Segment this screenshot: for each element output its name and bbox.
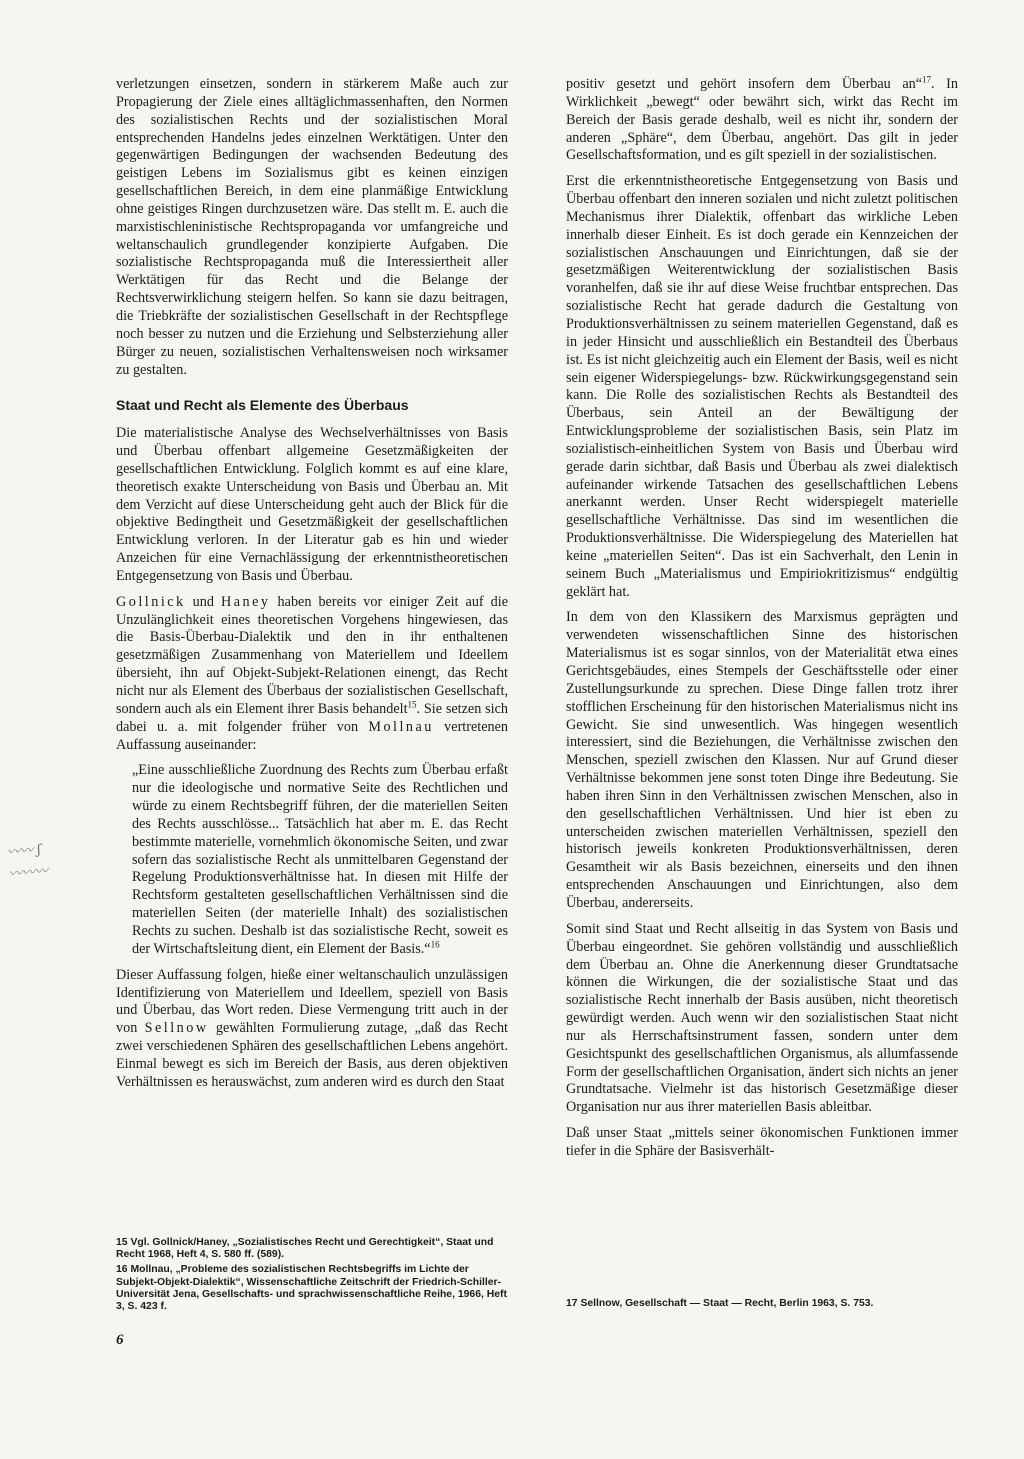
text-fragment: positiv gesetzt und gehört insofern dem Überbau an“ — [566, 76, 923, 92]
paragraph-left-4 — [116, 967, 508, 1092]
block-quote — [132, 762, 508, 958]
quote-text: „Eine ausschließliche Zuordnung des Rechts zum Überbau erfaßt nur die ideologische und normative Seite des Rechtlichen und würde zu einem Rechtsbegriff führen, der die materiellen Seiten des Rechts ausschlösse... Tatsächlich hat aber m. E. das Recht bestimmte materielle, vornehmlich ökonomische Seiten, und zwar sofern das sozialistische Recht als unmittelbaren Gegenstand der Regelung Produktionsverhältnisse hat. In diesen mit Hilfe der Rechtsform gestalteten gesellschaftlichen Verhältnissen sind die materiellen Seiten (der materielle Inhalt) des sozialistischen Rechts zu suchen. Deshalb ist das sozialistische Recht, soweit es der Wirtschaftsleitung dient, ein Element der Basis.“ — [132, 762, 508, 957]
section-heading: Staat und Recht als Elemente des Überbaus — [116, 397, 409, 414]
text-fragment: und — [185, 593, 221, 610]
author-name-haney: Haney — [221, 593, 271, 610]
paragraph-right-4: Somit sind Staat und Recht allseitig in das System von Basis und Überbau eingeordnet. Sie gehören vollständig und ausschließlich dem Überbau an. Ohne die Anerkennung dieser Grundtatsache können die Wirkungen, die der sozialistische Staat und das sozialistische Recht innerhalb der Basis ausüben, nicht theoretisch gewürdigt werden. Auch wenn wir den sozialistischen Staat nicht nur als Herrschaftsinstrument fassen, sondern unter dem Gesichtspunkt des gesellschaftlichen Organismus, als allumfassende Form der gesellschaftlichen Organisation, ändert sich nichts an jener Grundtatsache. Vielmehr ist das historisch Gesetzmäßige dieser Organisation nur aus ihrer materiellen Basis ableitbar. — [566, 920, 958, 1116]
text-fragment: Dieser Auffassung folgen, hieße einer weltanschaulich unzulässigen Identifizierung von Materiellem und Ideellem, speziell von Basis und Überbau, das Wort reden. Diese Vermengung tritt auch in der von — [116, 966, 508, 1037]
text-fragment: vertretenen Auffassung auseinander: — [116, 718, 508, 753]
paragraph-right-5: Daß unser Staat „mittels seiner ökonomischen Funktionen immer tiefer in die Sphäre der Basisverhält- — [566, 1125, 958, 1159]
footnotes-right — [566, 1298, 958, 1313]
handwritten-margin-note: 〰〰 ʃ 〰〰〰 — [6, 842, 49, 883]
paragraph-right-1 — [566, 76, 958, 165]
author-name-gollnick: Gollnick — [116, 593, 186, 610]
left-column — [116, 76, 508, 1100]
footnote-ref-15: 15 — [407, 699, 417, 710]
footnote-15: 15 Vgl. Gollnick/Haney, „Sozialistisches Recht und Gerechtigkeit“, Staat und Recht 1968, Heft 4, S. 580 ff. (589). — [116, 1237, 494, 1261]
footnote-ref-17: 17 — [922, 74, 932, 85]
paragraph-left-1: verletzungen einsetzen, sondern in stärkerem Maße auch zur Propagierung der Ziele eines alltäglichmassenhaften, den Normen des sozialistischen Rechts und der sozialistischen Moral entsprechenden Handelns jedes einzelnen Werktätigen. Unter den gegenwärtigen Bedingungen der wachsenden Bedeutung des geistigen Lebens im Sozialismus gibt es keinen einzigen gesellschaftlichen Bereich, in dem eine planmäßige Entwicklung ohne geistiges Ringen durchzusetzen wäre. Das stellt m. E. auch die marxistischleninistische Rechtspropaganda vor umfangreiche und weltanschaulich grundlegender konzipierte Aufgaben. Die sozialistische Rechtspropaganda muß die Interessiertheit aller Werktätigen für das Recht und die Belange der Rechtsverwirklichung steigern helfen. So kann sie dazu beitragen, die Triebkräfte der sozialistischen Gesellschaft in der Rechtspflege noch besser zu nutzen und die Erziehung und Selbsterziehung aller Bürger zu neuen, sozialistischen Verhaltensweisen noch wirksamer zu gestalten. — [116, 76, 508, 378]
paragraph-left-3 — [116, 594, 508, 755]
footnotes-left — [116, 1237, 508, 1316]
right-column — [566, 76, 958, 1169]
text-fragment: . Sie setzen sich dabei u. a. mit folgender früher von — [116, 700, 508, 735]
text-fragment: gewählten Formulierung zutage, „daß das Recht zwei verschiedenen Sphären des gesellschaftlichen Lebens angehört. Einmal bewegt es sich im Bereich der Basis, aus deren objektiven Verhältnissen es herauswächst, zum anderen wird es durch den Staat — [116, 1020, 509, 1090]
paragraph-right-2: Erst die erkenntnistheoretische Entgegensetzung von Basis und Überbau offenbart den inneren sozialen und nicht zuletzt politischen Mechanismus ihrer Dialektik, offenbart das wirkliche Leben innerhalb dieser Einheit. Es ist doch gerade ein Kennzeichen der sozialistischen Anschauungen und Einrichtungen, daß sie der gesetzmäßigen Weiterentwicklung der sozialistischen Basis voranhelfen, daß sie ihr auf diese Weise fruchtbar entsprechen. Das sozialistische Recht hat gerade dadurch die Gestaltung von Produktionsverhältnissen zu seinem materiellen Gegenstand, daß es in jeder Hinsicht und ausschließlich ein Bestandteil des Überbaus ist. Es ist nicht gleichzeitig auch ein Element der Basis, weil es nicht sein eigener Widerspiegelungs- bzw. Rückwirkungsgegenstand sein kann. Die Rolle des sozialistischen Rechts als Bestandteil des Überbaus, sein Anteil an der Bewältigung der Entwicklungsprobleme der sozialistischen Basis, sein Platz im sozialistisch-einheitlichen System von Basis und Überbau wird gerade darin sichtbar, daß Basis und Überbau als zwei dialektisch aufeinander wirkende Tatsachen des gesellschaftlichen Lebens anerkannt werden. Unser Recht widerspiegelt materielle gesellschaftliche Verhältnisse. Das sind im wesentlichen die Produktionsverhältnisse. Die Widerspiegelung des Materiellen hat keine „materiellen Seiten“. Das ist ein Sachverhalt, den Lenin in seinem Buch „Materialismus und Empiriokritizismus“ endgültig geklärt hat. — [566, 173, 958, 600]
text-fragment: haben bereits vor einiger Zeit auf die Unzulänglichkeit eines theoretischen Vorgehens hingewiesen, das die Basis-Überbau-Dialektik und den in ihr enthaltenen gesetzmäßigen Zusammenhang von Materiellem und Ideellem übersieht, ihn auf Objekt-Subjekt-Relationen einengt, das Recht nicht nur als Element des Überbaus der sozialistischen Gesellschaft, sondern auch als ein Element ihrer Basis behandelt — [116, 593, 509, 717]
footnote-ref-16: 16 — [430, 939, 440, 950]
footnote-17: 17 Sellnow, Gesellschaft — Staat — Recht, Berlin 1963, S. 753. — [566, 1298, 874, 1309]
page-number: 6 — [116, 1332, 124, 1348]
footnote-16: 16 Mollnau, „Probleme des sozialistischen Rechtsbegriffs im Lichte der Subjekt-Objekt-Dialektik“, Wissenschaftliche Zeitschrift der Friedrich-Schiller-Universität Jena, Gesellschafts- und sprachwissenschaftliche Reihe, 1966, Heft 3, S. 423 f. — [116, 1264, 507, 1313]
paragraph-right-3: In dem von den Klassikern des Marxismus geprägten und verwendeten wissenschaftlichen Sinne des historischen Materialismus ist es sogar sinnlos, von der Materialität etwa eines Gerichtsgebäudes, eines Stempels der Geschäftsstelle oder einer Zustellungsurkunde zu sprechen. Diese Dinge fallen trotz ihrer stofflichen Erscheinung für den historischen Materialismus nicht ins Gewicht. Sie sind unwesentlich. Was hingegen wesentlich interessiert, sind die Beziehungen, die Verhältnisse zwischen den Menschen, speziell zwischen den Klassen. Nur auf Grund dieser Verhältnisse bekommen jene sonst toten Dinge ihre Bedeutung. Sie haben ihren Sinn in den Verhältnissen zwischen Menschen, also in den gesellschaftlichen Verhältnissen. Und hier ist eben zu unterscheiden zwischen materiellen Verhältnissen, speziell den historisch jeweils konkreten Produktionsverhältnissen, deren Gesamtheit wir als Basis bezeichnen, einerseits und den ihnen entsprechenden Anschauungen und Einrichtungen, also dem Überbau, andererseits. — [566, 609, 958, 911]
text-fragment: . In Wirklichkeit „bewegt“ oder bewährt sich, wirkt das Recht im Bereich der Basis gerade deshalb, weil es nicht ihr, sondern der anderen „Sphäre“, dem Überbau, angehört. Das gilt in jeder Gesellschaftsformation, und es gilt speziell in der sozialistischen. — [566, 76, 958, 164]
author-name-sellnow: Sellnow — [144, 1020, 209, 1037]
author-name-mollnau: Mollnau — [368, 718, 434, 735]
paragraph-left-2: Die materialistische Analyse des Wechselverhältnisses von Basis und Überbau offenbart allgemeine Gesetzmäßigkeiten der gesellschaftlichen Entwicklung. Folglich kommt es auf eine klare, theoretisch exakte Unterscheidung von Basis und Überbau an. Mit dem Verzicht auf diese Unterscheidung geht auch der Blick für die objektive Bedingtheit und Gesetzmäßigkeit der gesellschaftlichen Entwicklung verloren. In der Literatur gab es hin und wieder Anzeichen für eine Vernachlässigung der erkenntnistheoretischen Entgegensetzung von Basis und Überbau. — [116, 425, 508, 584]
